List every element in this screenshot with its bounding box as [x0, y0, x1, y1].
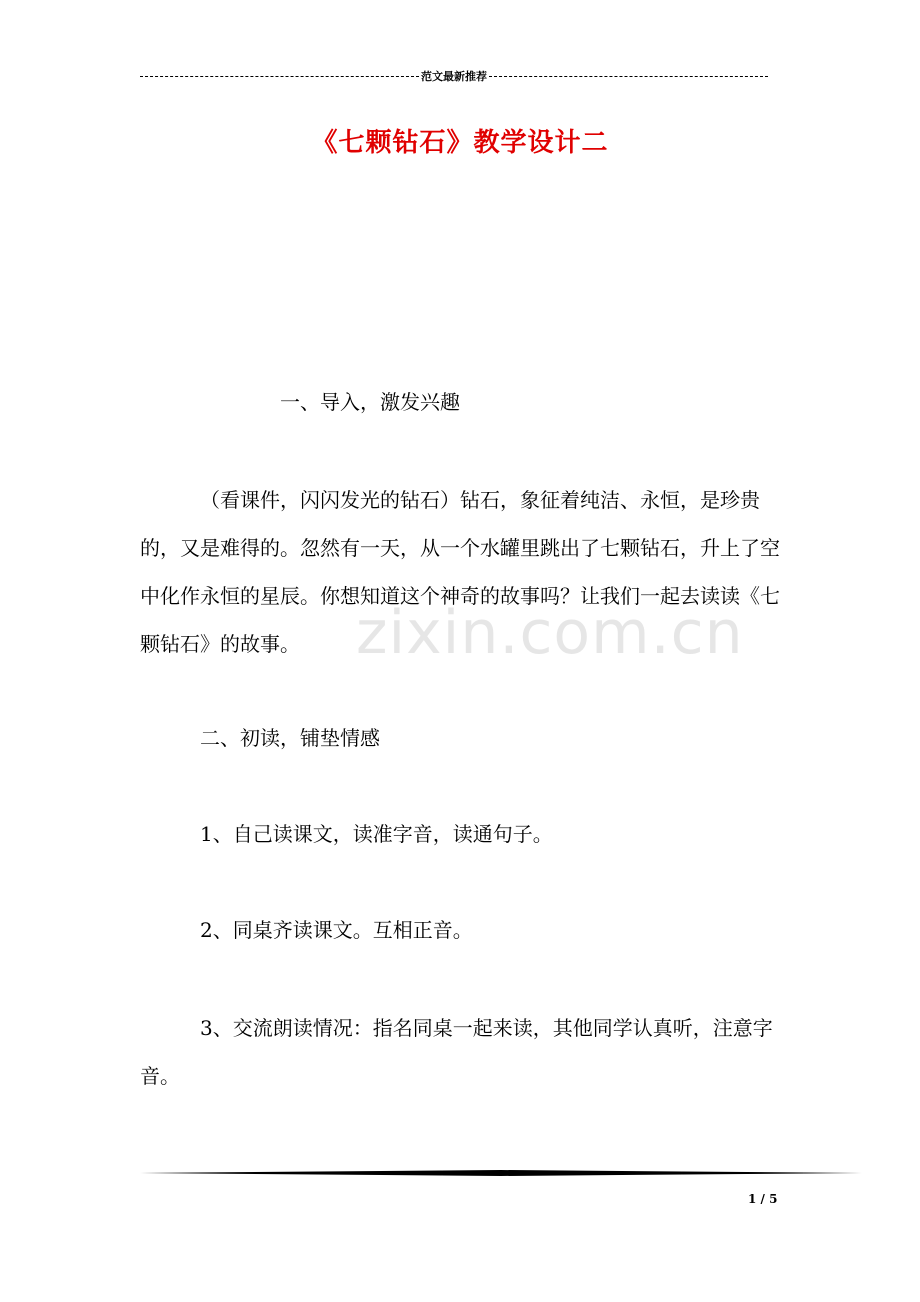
section-heading-1: 一、导入，激发兴趣	[280, 390, 460, 414]
watermark-text: zixin.com.cn	[356, 598, 744, 668]
page-number: 1 / 5	[748, 1192, 778, 1206]
list-item-1: 1、自己读课文，读准字音，读通句子。	[200, 822, 553, 846]
list-item-3: 3、交流朗读情况：指名同桌一起来读，其他同学认真听，注意字音。	[140, 1016, 773, 1088]
list-item-2: 2、同桌齐读课文。互相正音。	[200, 918, 473, 942]
header-rule	[140, 68, 768, 84]
footer-divider	[140, 1170, 862, 1176]
header-dash-right	[489, 76, 768, 77]
header-label: 范文最新推荐	[421, 70, 487, 83]
document-title: 《七颗钻石》教学设计二	[311, 128, 609, 158]
header-dash-left	[140, 76, 419, 77]
section-heading-2: 二、初读，铺垫情感	[200, 726, 380, 750]
intro-paragraph: （看课件，闪闪发光的钻石）钻石，象征着纯洁、永恒，是珍贵的，又是难得的。忽然有一天，从一个水罐里跳出了七颗钻石，升上了空中化作永恒的星辰。你想知道这个神奇的故事吗？让我们一起去读读《七颗钻石》的故事。	[140, 488, 780, 656]
